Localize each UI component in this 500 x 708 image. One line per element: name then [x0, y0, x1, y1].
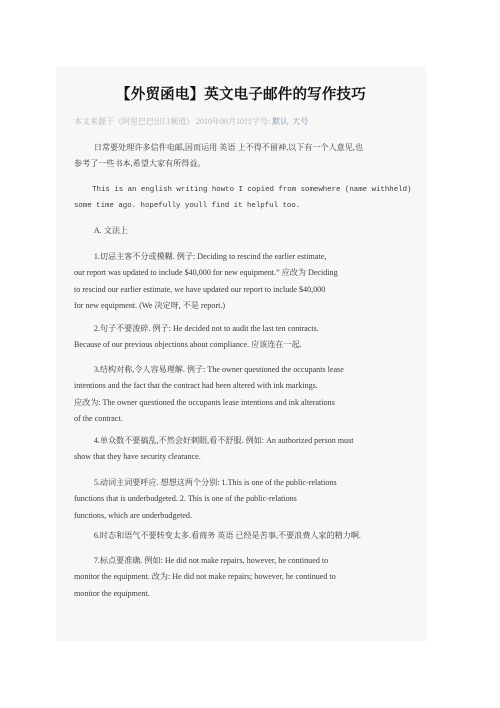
paragraph-line: 6.时态和语气不要转变太多.看商务 英语 已经是苦事,不要浪费人家的精力啊. — [93, 531, 361, 540]
paragraph-line: monitor the equipment. 改为: He did not make repairs; however, he continued to — [74, 572, 336, 582]
paragraph-line: functions that is underbudgeted. 2. This is one of the public-relations — [74, 494, 297, 504]
paragraph — [74, 321, 422, 353]
paragraph-line: show that they have security clearance. — [74, 452, 201, 461]
paragraph-line: for new equipment. (We 决定呀, 不是 report.) — [74, 300, 226, 310]
paragraph-line: of the contract. — [74, 413, 123, 423]
paragraph-line: 1.切忌主客不分或模糊. 例子: Deciding to rescind the earlier estimate, — [93, 252, 327, 261]
paragraph — [74, 528, 422, 544]
paragraph-line: some time ago. hopefully youll find it helpful too. — [74, 202, 301, 210]
section-heading — [74, 223, 422, 239]
paragraph-line: 4.单众数不要搞乱,不然会好刺眼,看不舒服. 例如: An authorized person must — [93, 436, 354, 445]
font-size-default-link[interactable]: 默认 — [272, 117, 289, 126]
document-page — [56, 66, 426, 641]
paragraph — [74, 249, 422, 314]
font-size-large-link[interactable]: 大号 — [292, 117, 309, 126]
paragraph — [74, 553, 422, 602]
article-meta — [74, 116, 424, 127]
paragraph-line: 5.动词主词要呼应. 想想这两个分别: 1.This is one of the public-relations — [93, 478, 337, 487]
source-info: 本文来源于《阿里巴巴出口频道》 2010年08月10日字号: — [74, 117, 271, 126]
paragraph-line: functions, which are underbudgeted. — [74, 510, 192, 520]
article-title: 【外贸函电】英文电子邮件的写作技巧 — [116, 87, 366, 103]
paragraph-line: 参考了一些书本,希望大家有所得益。 — [74, 159, 206, 168]
paragraph-line: 3.结构对称,令人容易理解. 例子: The owner questioned the occupants lease — [93, 365, 344, 374]
paragraph-line: 7.标点要准确. 例如: He did not make repairs, however, he continued to — [93, 556, 329, 565]
paragraph-line: Because of our previous objections about compliance. 应该连在一起. — [74, 340, 302, 349]
paragraph-line: 日常要处理许多信件电邮,因而运用 英语 上不得不留神,以下有一个人意见,也 — [93, 143, 363, 152]
paragraph-line: intentions and the fact that the contract had been altered with ink markings. — [74, 381, 318, 391]
paragraph — [74, 182, 422, 214]
paragraph-line: to rescind our earlier estimate, we have updated our report to include $40,000 — [74, 284, 326, 294]
paragraph — [74, 140, 422, 172]
paragraph-line: 应改为: The owner questioned the occupants lease intentions and ink alterations — [74, 397, 335, 407]
paragraph — [74, 362, 422, 427]
paragraph — [74, 475, 422, 524]
paragraph-line: 2.句子不要浚碎. 例子: He decided not to audit the last ten contracts. — [93, 324, 319, 333]
paragraph-line: This is an english writing howto I copied from somewhere (name withheld) — [92, 186, 412, 194]
paragraph-line: monitor the equipment. — [74, 588, 150, 598]
paragraph-line: A. 文法上 — [93, 226, 129, 235]
paragraph — [74, 433, 422, 465]
paragraph-line: our report was updated to include $40,000 for new equipment.” 应改为 Deciding — [74, 268, 338, 278]
